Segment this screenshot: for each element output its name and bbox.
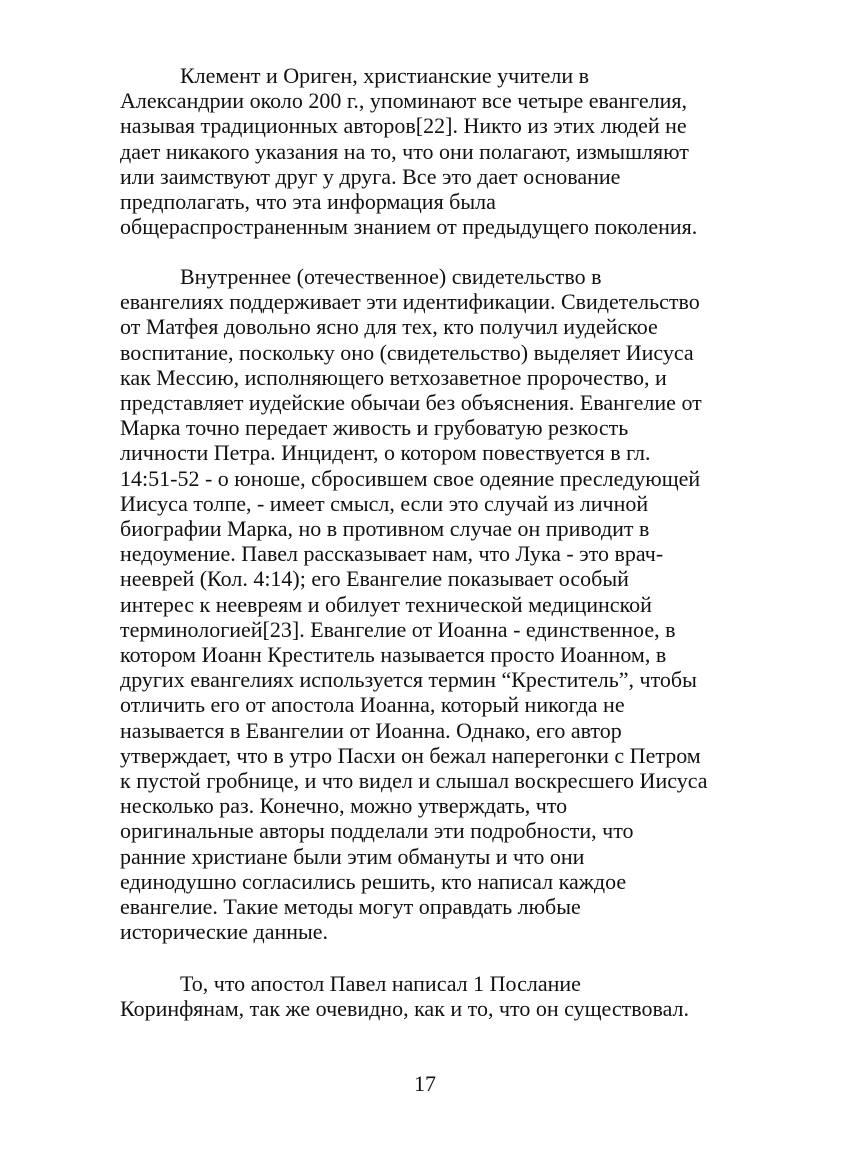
text-line: исторические данные. <box>120 919 329 945</box>
text-line: несколько раз. Конечно, можно утверждать, что <box>120 793 568 819</box>
paragraph-clement-origen <box>120 63 780 239</box>
text-line: отличить его от апостола Иоанна, который никогда не <box>120 692 625 718</box>
text-line: оригинальные авторы подделали эти подробности, что <box>120 818 634 844</box>
text-line: евангелие. Такие методы могут оправдать любые <box>120 894 581 920</box>
text-line: предполагать, что эта информация была <box>120 189 496 215</box>
text-line: биографии Марка, но в противном случае он приводит в <box>120 516 650 542</box>
text-line: евангелиях поддерживает эти идентификации. Свидетельство <box>120 289 700 315</box>
paragraph-internal-evidence <box>120 264 780 944</box>
text-line: Клемент и Ориген, христианские учители в <box>180 63 590 88</box>
text-line: единодушно согласились решить, кто написал каждое <box>120 868 627 894</box>
text-line: нееврей (Кол. 4:14); его Евангелие показывает особый <box>120 566 629 592</box>
text-line: Александрии около 200 г., упоминают все четыре евангелия, <box>120 88 688 114</box>
text-line: называется в Евангелии от Иоанна. Однако, его автор <box>120 717 622 743</box>
text-line: представляет иудейские обычаи без объяснения. Евангелие от <box>120 390 702 416</box>
text-line: терминологией[23]. Евангелие от Иоанна - единственное, в <box>120 616 676 642</box>
text-line: ранние христиане были этим обмануты и что они <box>120 843 585 869</box>
text-line: 14:51-52 - о юноше, сбросившем свое одеяние преследующей <box>120 465 701 491</box>
paragraph-paul-corinthians <box>120 971 780 1021</box>
text-line: Коринфянам, так же очевидно, как и то, что он существовал. <box>120 996 690 1022</box>
text-line: дает никакого указания на то, что они полагают, измышляют <box>120 138 689 164</box>
text-line: То, что апостол Павел написал 1 Послание <box>180 971 581 996</box>
text-line: личности Петра. Инцидент, о котором повествуется в гл. <box>120 440 651 466</box>
text-line: утверждает, что в утро Пасхи он бежал наперегонки с Петром <box>120 742 701 768</box>
page-number: 17 <box>414 1071 436 1096</box>
text-line: недоумение. Павел рассказывает нам, что Лука - это врач- <box>120 541 664 567</box>
text-line: воспитание, поскольку оно (свидетельство) выделяет Иисуса <box>120 339 694 365</box>
text-line: Внутреннее (отечественное) свидетельство в <box>180 264 602 289</box>
text-line: Иисуса толпе, - имеет смысл, если это случай из личной <box>120 490 649 516</box>
text-line: котором Иоанн Креститель называется просто Иоанном, в <box>120 642 667 668</box>
text-line: называя традиционных авторов[22]. Никто из этих людей не <box>120 113 687 139</box>
text-line: Марка точно передает живость и грубоватую резкость <box>120 415 629 441</box>
text-line: общераспространенным знанием от предыдущего поколения. <box>120 214 698 240</box>
text-line: к пустой гробнице, и что видел и слышал воскресшего Иисуса <box>120 768 708 794</box>
text-line: от Матфея довольно ясно для тех, кто получил иудейское <box>120 314 658 340</box>
text-line: интерес к неевреям и обилует технической медицинской <box>120 591 652 617</box>
text-line: как Мессию, исполняющего ветхозаветное пророчество, и <box>120 364 667 390</box>
text-line: или заимствуют друг у друга. Все это дает основание <box>120 163 621 189</box>
text-line: других евангелиях используется термин “Креститель”, чтобы <box>120 667 697 693</box>
